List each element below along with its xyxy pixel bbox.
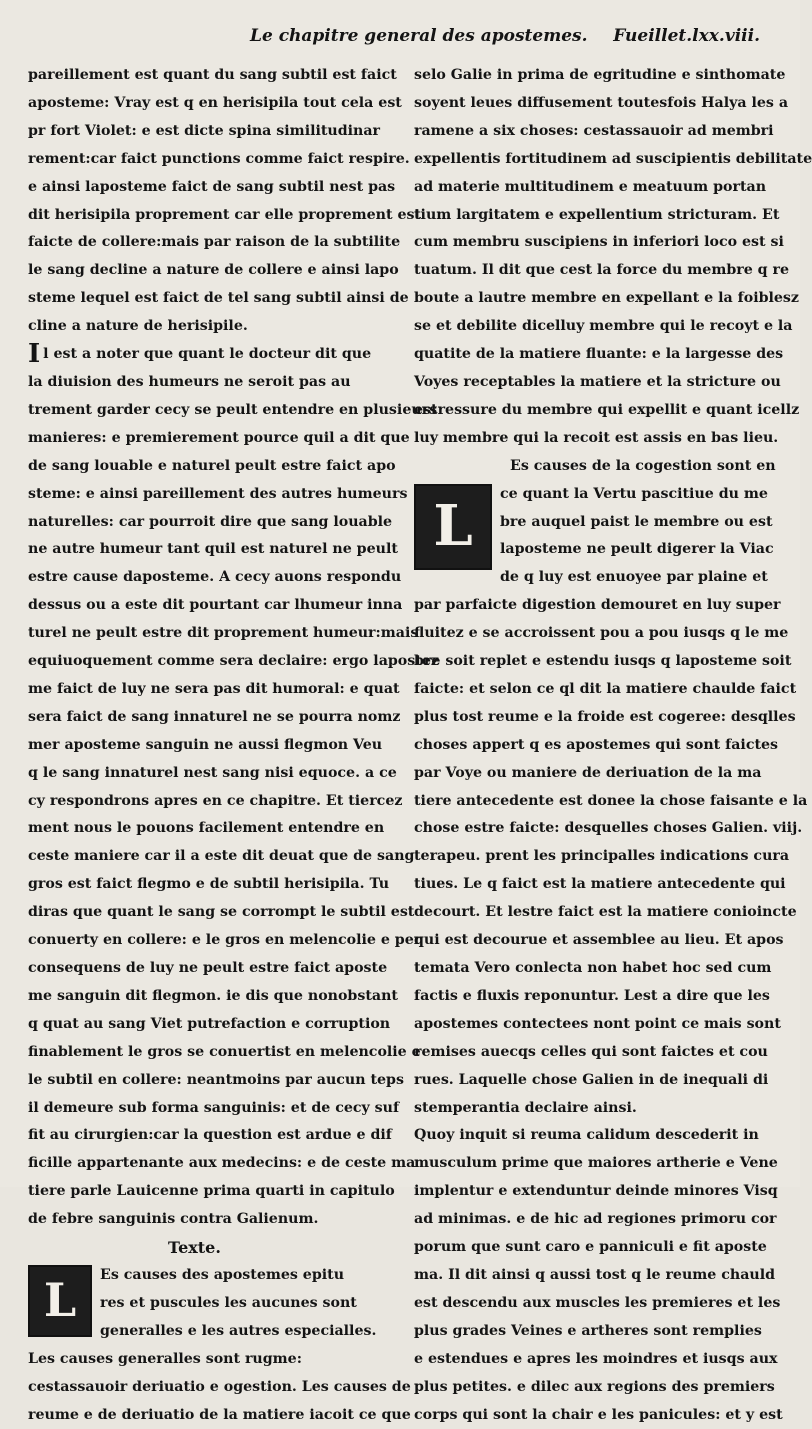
right-paragraph-1 [414, 62, 772, 453]
text-line: bre soit replet e estendu iusqs q laposteme soit [414, 648, 772, 676]
text-line: ficille appartenante aux medecins: e de ceste ma [28, 1150, 388, 1178]
text-line: finablement le gros se conuertist en melencolie e [28, 1039, 388, 1067]
text-line: steme lequel est faict de tel sang subtil ainsi de [28, 285, 388, 313]
text-line: le sang decline a nature de collere e ainsi lapo [28, 257, 388, 285]
text-line: tium largitatem e expellentium stricturam. Et [414, 202, 772, 230]
text-line: expellentis fortitudinem ad suscipientis debilitate [414, 146, 772, 174]
text-line: luy membre qui la recoit est assis en bas lieu. [414, 425, 772, 453]
text-line: porum que sunt caro e panniculi e fit aposte [414, 1234, 772, 1262]
text-line: se et debilite dicelluy membre qui le recoyt e la [414, 313, 772, 341]
text-line: pr fort Violet: e est dicte spina similitudinar [28, 118, 388, 146]
text-line: dessus ou a este dit pourtant car lhumeur inna [28, 592, 388, 620]
text-line: trement garder cecy se peult entendre en plusieurs [28, 397, 388, 425]
text-line: turel ne peult estre dit proprement humeur:mais [28, 620, 388, 648]
text-line: naturelles: car pourroit dire que sang louable [28, 509, 388, 537]
text-line: soyent leues diffusement toutesfois Halya les a [414, 90, 772, 118]
text-line: cum membru suscipiens in inferiori loco est si [414, 229, 772, 257]
text-line: res et puscules les aucunes sont [28, 1290, 388, 1318]
text-line: par Voye ou maniere de deriuation de la ma [414, 760, 772, 788]
text-line: corps qui sont la chair e les panicules: et y est [414, 1402, 772, 1429]
text-line: Il est a noter que quant le docteur dit que [28, 341, 388, 369]
text-line: pareillement est quant du sang subtil est faict [28, 62, 388, 90]
left-paragraph-3 [28, 1262, 388, 1429]
text-line: Es causes des apostemes epitu [28, 1262, 388, 1290]
text-line: ad minimas. e de hic ad regiones primoru cor [414, 1206, 772, 1234]
text-line: fluitez e se accroissent pou a pou iusqs q le me [414, 620, 772, 648]
text-line: est descendu aux muscles les premieres et les [414, 1290, 772, 1318]
text-line: reume e de deriuatio de la matiere iacoit ce que [28, 1402, 388, 1429]
text-line: q le sang innaturel nest sang nisi equoce. a ce [28, 760, 388, 788]
initial-i: I [28, 339, 40, 369]
text-line: cy respondrons apres en ce chapitre. Et tiercez [28, 788, 388, 816]
right-column [414, 62, 772, 1429]
text-line: de febre sanguinis contra Galienum. [28, 1206, 388, 1234]
text-line: plus petites. e dilec aux regions des premiers [414, 1374, 772, 1402]
text-line: tuatum. Il dit que cest la force du membre q re [414, 257, 772, 285]
text-line: ce quant la Vertu pascitiue du me [414, 481, 772, 509]
left-paragraph-2 [28, 341, 388, 1234]
text-line: ramene a six choses: cestassauoir ad membri [414, 118, 772, 146]
text-line: apostemes contectees nont point ce mais sont [414, 1011, 772, 1039]
text-line: laposteme ne peult digerer la Viac [414, 536, 772, 564]
text-line: ment nous le pouons facilement entendre en [28, 815, 388, 843]
text-line: ceste maniere car il a este dit deuat que de sang [28, 843, 388, 871]
text-line: estre cause daposteme. A cecy auons respondu [28, 564, 388, 592]
chapter-title: Le chapitre general des apostemes. [250, 26, 588, 46]
text-line: diras que quant le sang se corrompt le subtil est [28, 899, 388, 927]
text-line: selo Galie in prima de egritudine e sinthomate [414, 62, 772, 90]
text-line: Quoy inquit si reuma calidum descederit in [414, 1122, 772, 1150]
text-line: remises auecqs celles qui sont faictes et cou [414, 1039, 772, 1067]
text-line: le subtil en collere: neantmoins par aucun teps [28, 1067, 388, 1095]
left-paragraph-1 [28, 62, 388, 341]
decorated-initial-l: L [28, 1265, 92, 1337]
text-line: factis e fluxis reponuntur. Lest a dire que les [414, 983, 772, 1011]
text-line: chose estre faicte: desquelles choses Galien. viij. [414, 815, 772, 843]
text-line: e ainsi laposteme faict de sang subtil nest pas [28, 174, 388, 202]
text-line: par parfaicte digestion demouret en luy super [414, 592, 772, 620]
text-line: me faict de luy ne sera pas dit humoral: e quat [28, 676, 388, 704]
text-line: q quat au sang Viet putrefaction e corruption [28, 1011, 388, 1039]
right-paragraph-3 [414, 1122, 772, 1429]
text-line: faicte: et selon ce ql dit la matiere chaulde faict [414, 676, 772, 704]
text-line: dit herisipila proprement car elle proprement est [28, 202, 388, 230]
left-column [28, 62, 388, 1429]
text-line: bre auquel paist le membre ou est [414, 509, 772, 537]
text-line: boute a lautre membre en expellant e la foiblesz [414, 285, 772, 313]
text-line: temata Vero conlecta non habet hoc sed cum [414, 955, 772, 983]
text-line: tiere parle Lauicenne prima quarti in capitulo [28, 1178, 388, 1206]
text-line: gros est faict flegmo e de subtil herisipila. Tu [28, 871, 388, 899]
text-line: stemperantia declaire ainsi. [414, 1095, 772, 1123]
text-line: de q luy est enuoyee par plaine et [414, 564, 772, 592]
text-line: la diuision des humeurs ne seroit pas au [28, 369, 388, 397]
text-line: ma. Il dit ainsi q aussi tost q le reume chauld [414, 1262, 772, 1290]
text-line: plus grades Veines e artheres sont remplies [414, 1318, 772, 1346]
text-line: estressure du membre qui expellit e quant icellz [414, 397, 772, 425]
decorated-initial-l: L [414, 484, 492, 570]
text-line: rues. Laquelle chose Galien in de inequali di [414, 1067, 772, 1095]
text-line: implentur e extenduntur deinde minores Visq [414, 1178, 772, 1206]
text-line: cestassauoir deriuatio e ogestion. Les causes de [28, 1374, 388, 1402]
text-line: tiere antecedente est donee la chose faisante e la [414, 788, 772, 816]
text-line: ad materie multitudinem e meatuum portan [414, 174, 772, 202]
text-line: Es causes de la cogestion sont en [414, 453, 772, 481]
text-line: manieres: e premierement pource quil a dit que [28, 425, 388, 453]
right-paragraph-2 [414, 453, 772, 1123]
text-line: terapeu. prent les principalles indications cura [414, 843, 772, 871]
text-line: decourt. Et lestre faict est la matiere conioincte [414, 899, 772, 927]
text-line: me sanguin dit flegmon. ie dis que nonobstant [28, 983, 388, 1011]
text-line: faicte de collere:mais par raison de la subtilite [28, 229, 388, 257]
text-line: aposteme: Vray est q en herisipila tout cela est [28, 90, 388, 118]
text-line: mer aposteme sanguin ne aussi flegmon Veu [28, 732, 388, 760]
text-line: conuerty en collere: e le gros en melencolie e per [28, 927, 388, 955]
text-line: Les causes generalles sont rugme: [28, 1346, 388, 1374]
text-line: qui est decourue et assemblee au lieu. Et apos [414, 927, 772, 955]
text-line: de sang louable e naturel peult estre faict apo [28, 453, 388, 481]
text-line: quatite de la matiere fluante: e la largesse des [414, 341, 772, 369]
text-line: cline a nature de herisipile. [28, 313, 388, 341]
running-header [250, 20, 760, 54]
text-line: il demeure sub forma sanguinis: et de cecy suf [28, 1095, 388, 1123]
text-line: e estendues e apres les moindres et iusqs aux [414, 1346, 772, 1374]
text-line: musculum prime que maiores artherie e Vene [414, 1150, 772, 1178]
text-line: plus tost reume e la froide est cogeree: desqlles [414, 704, 772, 732]
text-line: choses appert q es apostemes qui sont faictes [414, 732, 772, 760]
texte-heading: Texte. [168, 1234, 388, 1262]
text-line: consequens de luy ne peult estre faict aposte [28, 955, 388, 983]
text-line: Voyes receptables la matiere et la stricture ou [414, 369, 772, 397]
text-line: generalles e les autres especialles. [28, 1318, 388, 1346]
folio-number: Fueillet.lxx.viii. [613, 26, 760, 46]
text-line: steme: e ainsi pareillement des autres humeurs [28, 481, 388, 509]
text-line: ne autre humeur tant quil est naturel ne peult [28, 536, 388, 564]
text-line: tiues. Le q faict est la matiere antecedente qui [414, 871, 772, 899]
text-line: sera faict de sang innaturel ne se pourra nomz [28, 704, 388, 732]
text-line: equiuoquement comme sera declaire: ergo lapostez [28, 648, 388, 676]
text-line: fit au cirurgien:car la question est ardue e dif [28, 1122, 388, 1150]
text-line: rement:car faict punctions comme faict respire. [28, 146, 388, 174]
